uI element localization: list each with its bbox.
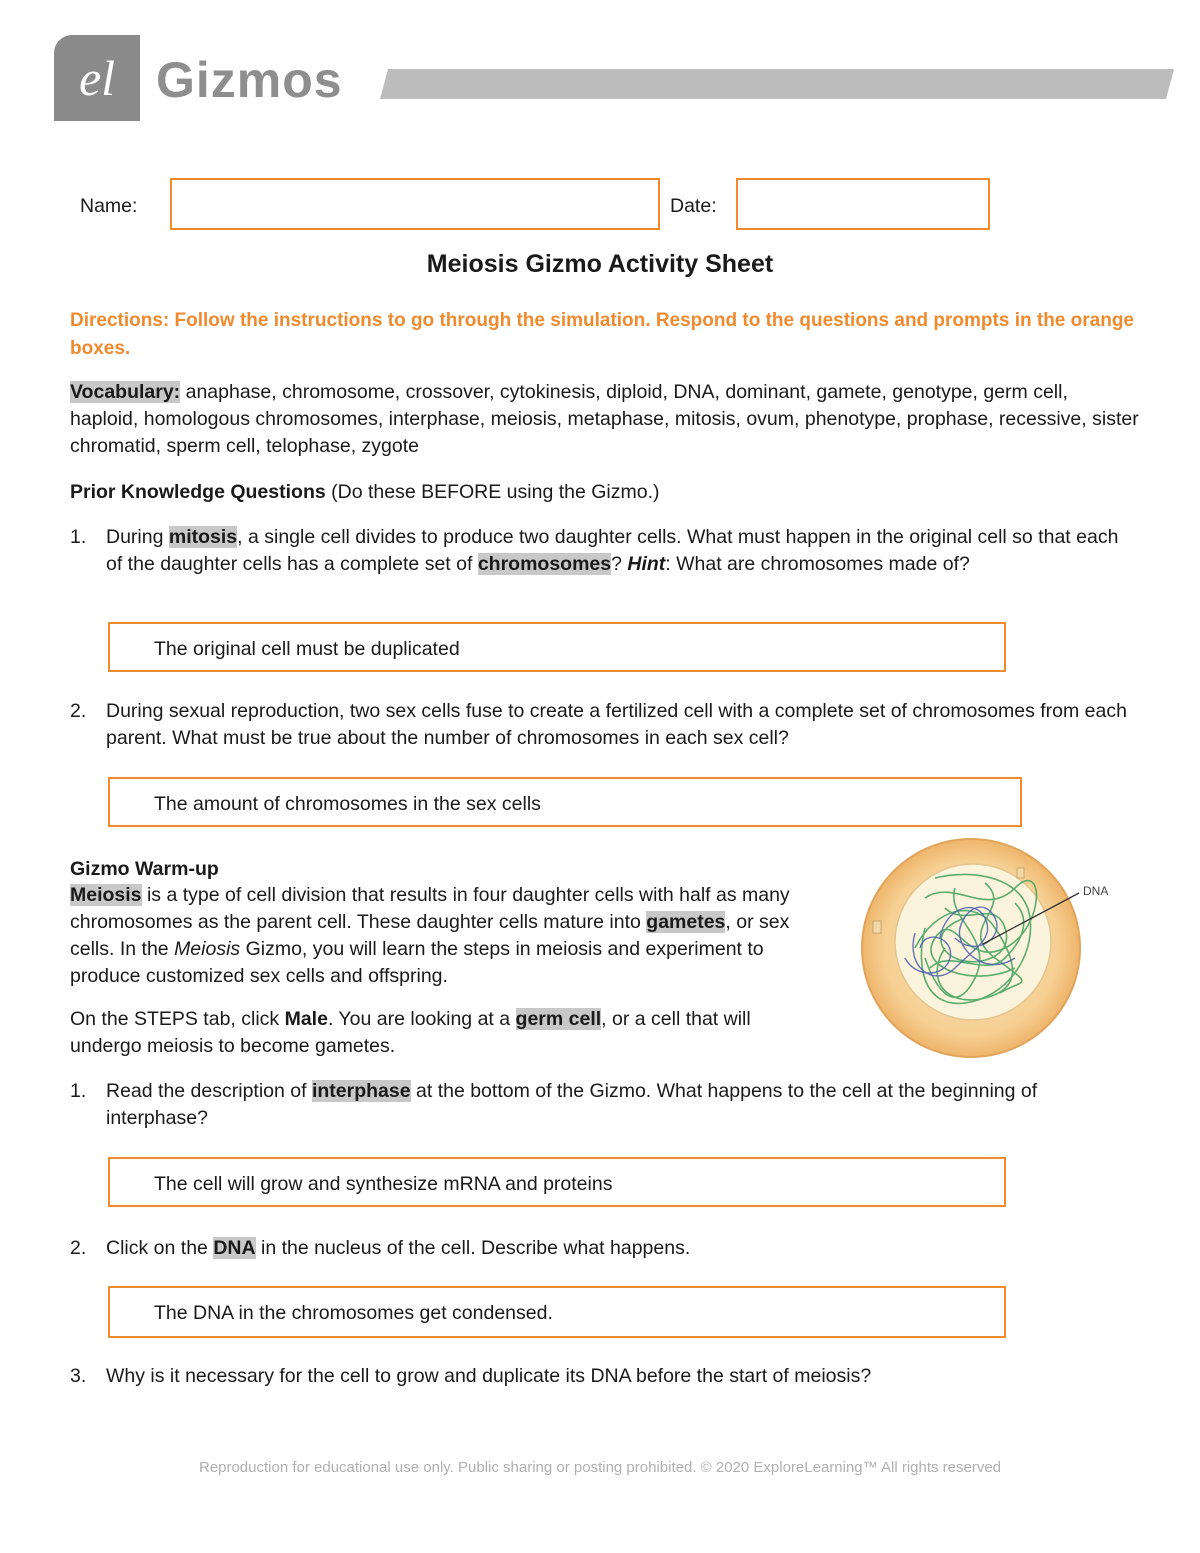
date-label: Date: [670, 195, 717, 217]
organelle [1017, 868, 1024, 878]
prior-heading-text: Prior Knowledge Questions [70, 481, 326, 503]
question-number: 2. [70, 700, 87, 722]
term-chromosomes: chromosomes [477, 553, 612, 575]
question-text: Why is it necessary for the cell to grow and duplicate its DNA before the start of meiosis? [106, 1365, 872, 1387]
text-span: ? [611, 553, 628, 575]
text-span: , or sex cells. In the [70, 911, 790, 960]
text-span: : What are chromosomes made of? [665, 553, 970, 575]
dna-label: DNA [1083, 884, 1109, 898]
answer-box-prior-1[interactable]: The original cell must be duplicated [108, 622, 1006, 672]
text-span: During [106, 526, 169, 548]
text-span: Read the description of [106, 1080, 312, 1102]
prior-heading-note: (Do these BEFORE using the Gizmo.) [325, 481, 660, 503]
text-span: in the nucleus of the cell. Describe what happens. [255, 1237, 691, 1259]
question-number: 3. [70, 1365, 87, 1387]
text-span: , or a cell that will undergo meiosis to become gametes. [70, 1008, 751, 1057]
question-text [106, 1235, 1130, 1262]
warmup-question-2 [70, 1235, 1130, 1262]
question-text [106, 1078, 1130, 1132]
term-germ-cell: germ cell [515, 1008, 602, 1030]
term-meiosis: Meiosis [70, 884, 142, 906]
answer-box-prior-2[interactable]: The amount of chromosomes in the sex cells [108, 777, 1022, 827]
date-field[interactable] [736, 178, 990, 230]
text-span: Gizmo, you will learn the steps in meiosis and experiment to produce customized sex cells and offspring. [70, 938, 764, 987]
prior-knowledge-heading [70, 479, 660, 506]
logo-mark: el [78, 50, 116, 106]
question-number: 1. [70, 526, 87, 548]
vocabulary [70, 379, 1140, 460]
question-number: 1. [70, 1080, 87, 1102]
vocabulary-list: anaphase, chromosome, crossover, cytokinesis, diploid, DNA, dominant, gamete, genotype, germ cell, haploid, homologous chromosomes, interphase, meiosis, metaphase, mitosis, ovum, phenotype, prophase, recessive, sister chromatid, sperm cell, telophase, zygote [70, 381, 1139, 457]
warmup-question-1 [70, 1078, 1130, 1132]
warmup-question-3 [70, 1363, 1130, 1390]
name-label: Name: [80, 195, 138, 217]
answer-box-warmup-2[interactable]: The DNA in the chromosomes get condensed. [108, 1286, 1006, 1338]
page-title: Meiosis Gizmo Activity Sheet [426, 250, 774, 278]
text-span: is a type of cell division that results in four daughter cells with half as many chromosomes as the parent cell. These daughter cells mature into [70, 884, 790, 933]
text-span: at the bottom of the Gizmo. What happens to the cell at the beginning of interphase? [106, 1080, 1038, 1129]
hint-label: Hint [627, 553, 666, 575]
organelle [873, 921, 881, 933]
text-span: Click on the [106, 1237, 214, 1259]
name-field[interactable] [170, 178, 660, 230]
warmup-paragraph [70, 882, 800, 990]
term-dna: DNA [213, 1237, 256, 1259]
male-label: Male [284, 1008, 328, 1030]
prior-question-1 [70, 524, 1130, 578]
text-span: , a single cell divides to produce two daughter cells. What must happen in the original cell so that each of the daughter cells has a complete set of [106, 526, 1119, 575]
prior-question-2 [70, 698, 1130, 752]
text-span: On the STEPS tab, click [70, 1008, 285, 1030]
term-mitosis: mitosis [168, 526, 238, 548]
question-text: During sexual reproduction, two sex cells fuse to create a fertilized cell with a complete set of chromosomes from each parent. What must be true about the number of chromosomes in each sex cell? [106, 700, 1127, 749]
term-interphase: interphase [311, 1080, 411, 1102]
brand-name: Gizmos [156, 52, 343, 108]
question-text [106, 524, 1130, 578]
directions: Directions: Follow the instructions to go through the simulation. Respond to the questions and prompts in the orange boxes. [70, 310, 1134, 359]
footer-copyright: Reproduction for educational use only. Public sharing or posting prohibited. © 2020 ExploreLearning™ All rights reserved [198, 1459, 1002, 1476]
warmup-heading: Gizmo Warm-up [70, 858, 219, 880]
germ-cell-illustration [855, 838, 1145, 1063]
steps-paragraph [70, 1006, 770, 1060]
header-bar [380, 69, 1174, 99]
question-number: 2. [70, 1237, 87, 1259]
gizmo-name: Meiosis [174, 938, 241, 960]
term-gametes: gametes [646, 911, 726, 933]
text-span: . You are looking at a [327, 1008, 516, 1030]
vocabulary-label: Vocabulary: [70, 381, 181, 403]
answer-box-warmup-1[interactable]: The cell will grow and synthesize mRNA and proteins [108, 1157, 1006, 1207]
